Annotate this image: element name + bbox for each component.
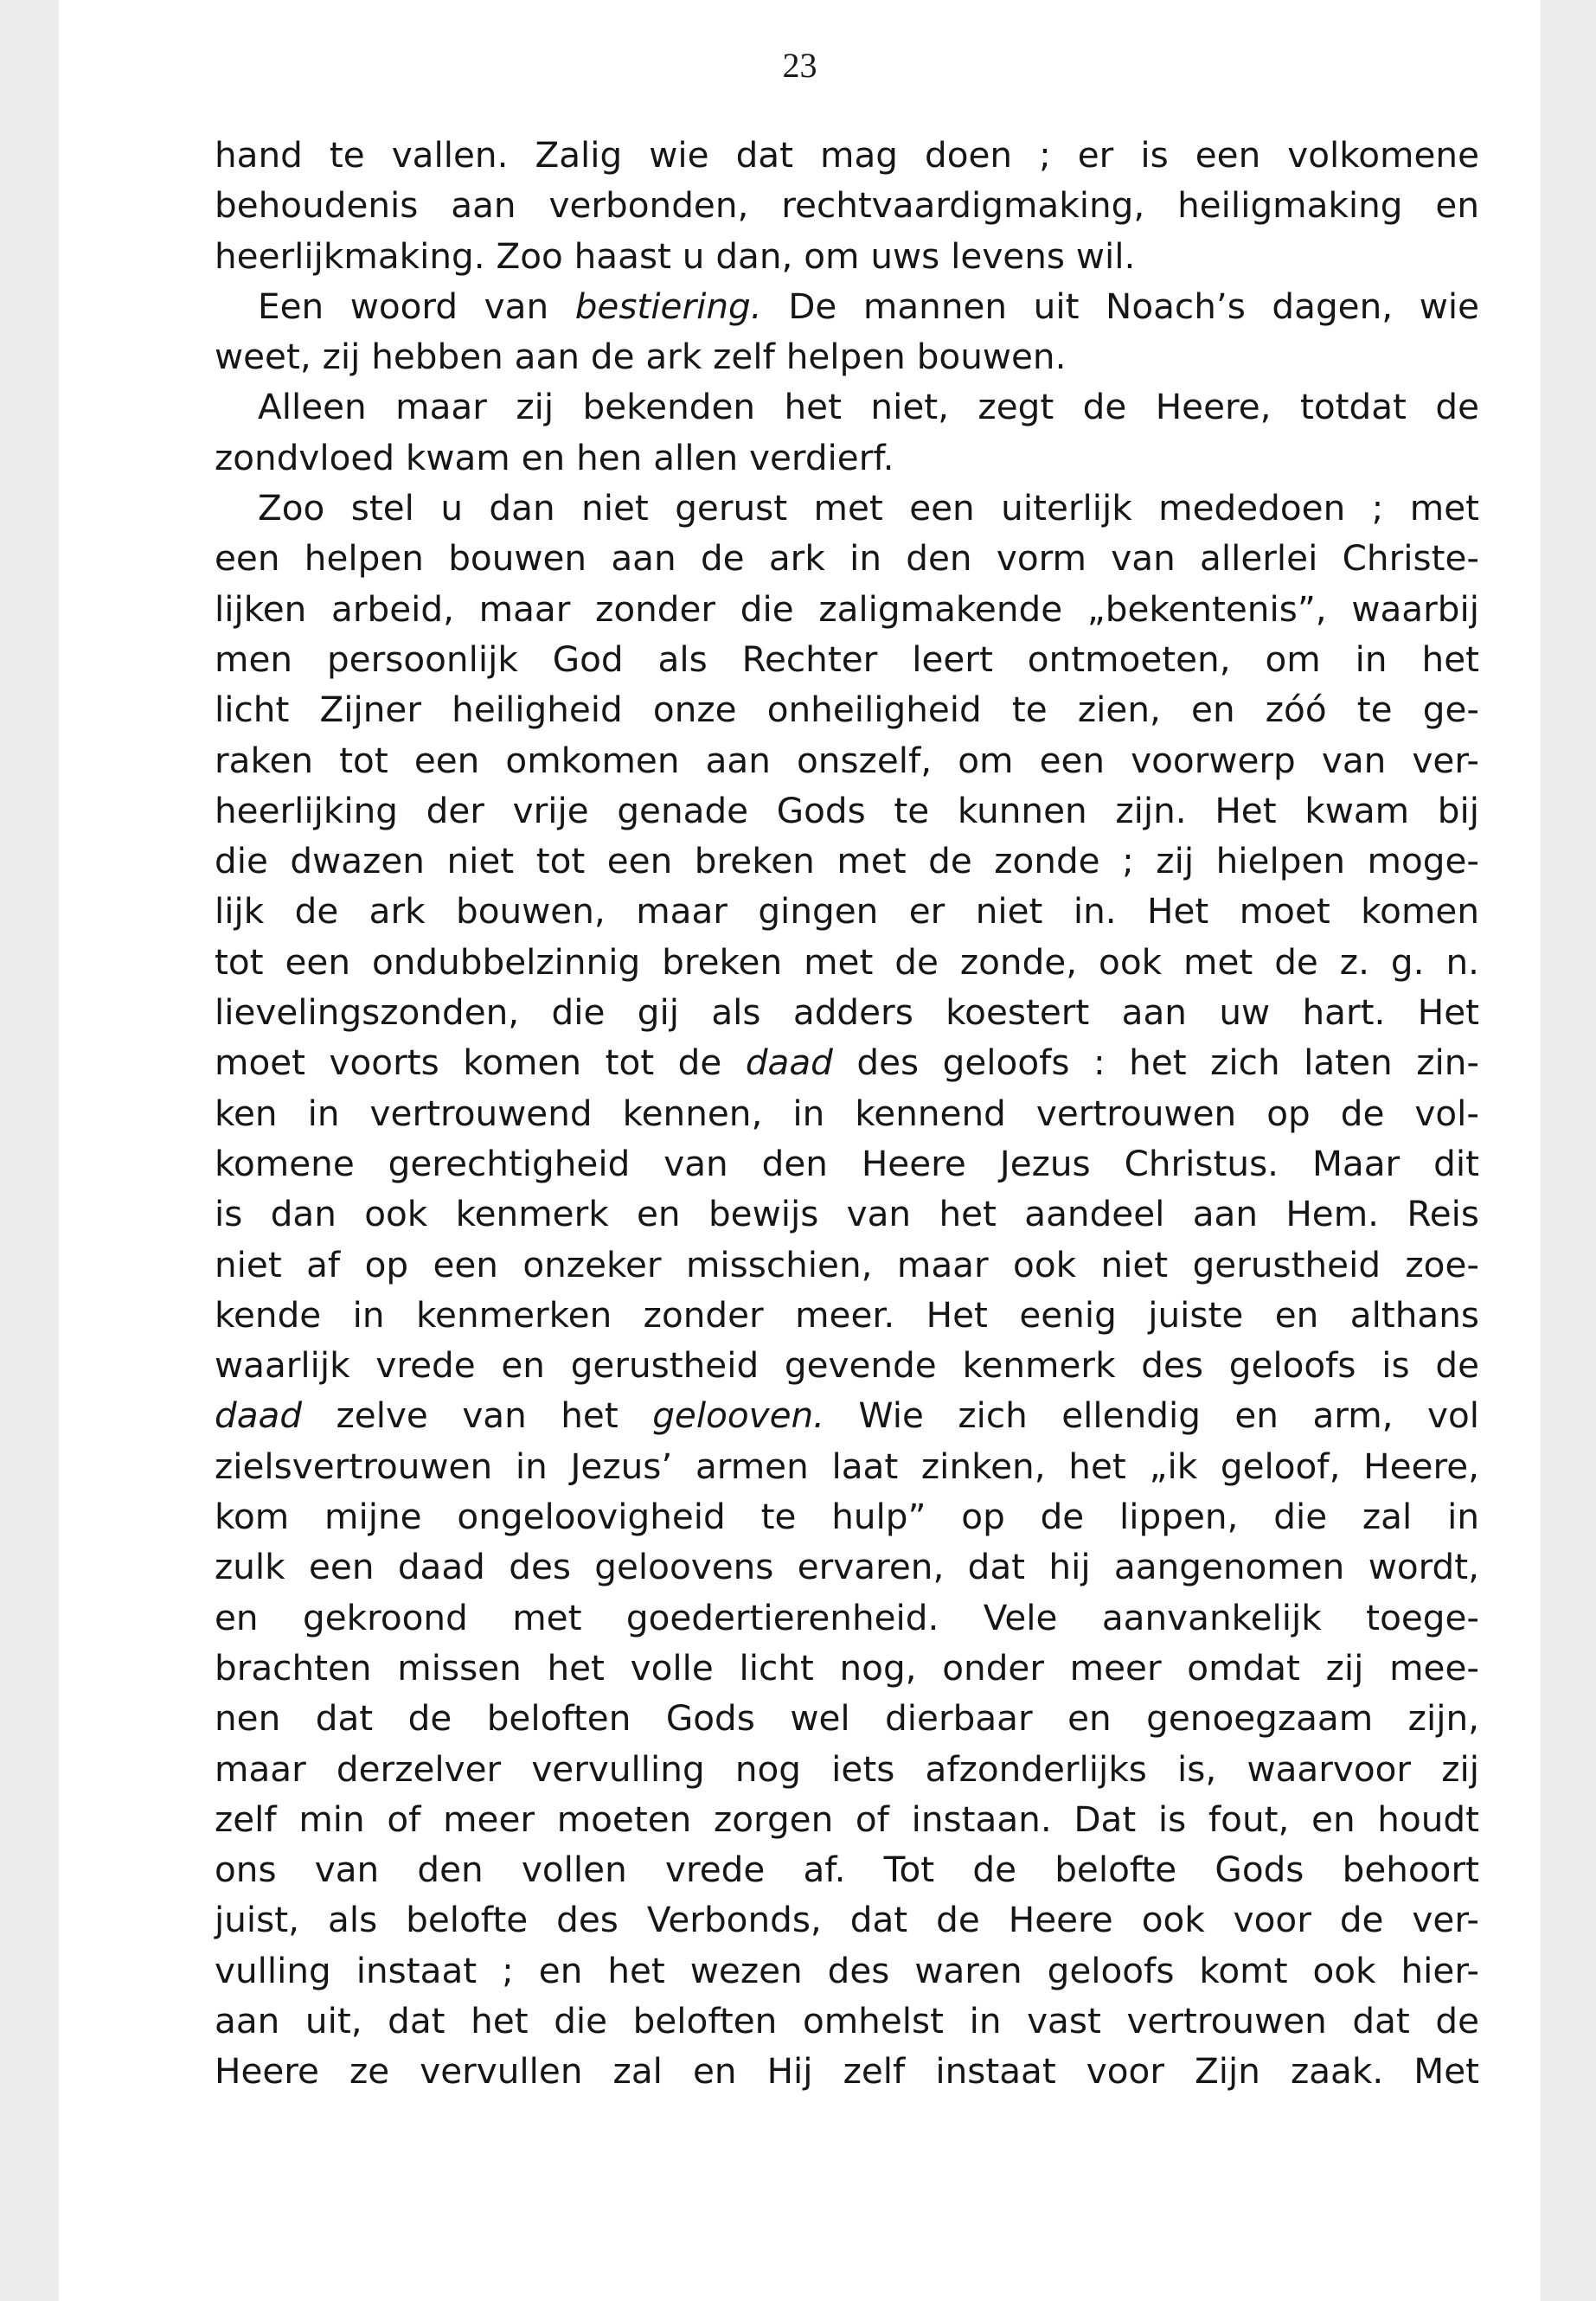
text-line: [215, 433, 1479, 483]
text-line: [215, 1643, 1479, 1693]
text-line: [215, 735, 1479, 785]
text-segment: lijk de ark bouwen, maar gingen er niet in. Het moet komen: [215, 890, 1479, 933]
text-line: [215, 1541, 1479, 1592]
text-line: [215, 1189, 1479, 1239]
text-line: [215, 130, 1479, 180]
body-text: [215, 130, 1479, 2097]
text-line: [215, 1996, 1479, 2046]
text-line: [215, 684, 1479, 734]
text-line: [215, 381, 1479, 432]
text-segment: licht Zijner heiligheid onze onheiligheid te zien, en zóó te ge-: [215, 689, 1479, 731]
text-segment: Een woord van: [258, 285, 575, 327]
text-segment: brachten missen het volle licht nog, onder meer omdat zij mee-: [215, 1646, 1479, 1689]
text-segment: is dan ook kenmerk en bewijs van het aandeel aan Hem. Reis: [215, 1193, 1479, 1235]
text-line: [215, 886, 1479, 936]
text-segment: ons van den vollen vrede af. Tot de belofte Gods behoort: [215, 1849, 1479, 1891]
text-segment: hand te vallen. Zalig wie dat mag doen ; er is een volkomene: [215, 134, 1479, 176]
text-segment: juist, als belofte des Verbonds, dat de Heere ook voor de ver-: [215, 1899, 1479, 1941]
text-line: [215, 1593, 1479, 1643]
text-line: [215, 785, 1479, 836]
text-line: [215, 836, 1479, 886]
text-segment: Wie zich ellendig en arm, vol: [824, 1394, 1479, 1437]
text-segment: aan uit, dat het die beloften omhelst in vast vertrouwen dat de: [215, 1999, 1479, 2041]
text-line: [215, 2046, 1479, 2096]
text-segment: heerlijkmaking. Zoo haast u dan, om uws levens wil.: [215, 234, 1136, 277]
text-line: [215, 987, 1479, 1037]
text-segment: lievelingszonden, die gij als adders koestert aan uw hart. Het: [215, 991, 1479, 1034]
text-segment: kende in kenmerken zonder meer. Het eenig juiste en althans: [215, 1293, 1479, 1336]
text-line: [215, 1794, 1479, 1844]
text-segment: waarlijk vrede en gerustheid gevende kenmerk des geloofs is de: [215, 1344, 1479, 1387]
text-segment: men persoonlijk God als Rechter leert ontmoeten, om in het: [215, 638, 1479, 680]
text-line: [215, 1744, 1479, 1794]
text-segment: heerlijking der vrije genade Gods te kunnen zijn. Het kwam bij: [215, 789, 1479, 831]
text-line: [215, 1844, 1479, 1894]
text-segment: weet, zij hebben aan de ark zelf helpen bouwen.: [215, 336, 1067, 378]
text-segment: een helpen bouwen aan de ark in den vorm van allerlei Christe-: [215, 537, 1479, 580]
text-segment: ken in vertrouwend kennen, in kennend vertrouwen op de vol-: [215, 1092, 1479, 1134]
text-segment: vulling instaat ; en het wezen des waren geloofs komt ook hier-: [215, 1949, 1479, 1991]
text-segment: kom mijne ongeloovigheid te hulp” op de lippen, die zal in: [215, 1496, 1479, 1538]
text-segment: en gekroond met goedertierenheid. Vele aanvankelijk toege-: [215, 1596, 1479, 1638]
text-segment: des geloofs : het zich laten zin-: [832, 1042, 1479, 1084]
italic-text-segment: daad: [745, 1042, 833, 1084]
text-segment: die dwazen niet tot een breken met de zonde ; zij hielpen moge-: [215, 840, 1479, 882]
text-line: [215, 1240, 1479, 1290]
text-line: [215, 584, 1479, 634]
text-segment: raken tot een omkomen aan onszelf, om een voorwerp van ver-: [215, 739, 1479, 781]
text-segment: zelve van het: [302, 1394, 653, 1437]
italic-text-segment: gelooven.: [652, 1394, 825, 1437]
text-line: [215, 1491, 1479, 1541]
text-line: [215, 483, 1479, 533]
page-number: 23: [782, 46, 817, 85]
text-line: [215, 1441, 1479, 1491]
text-line: [215, 1290, 1479, 1340]
text-line: [215, 1945, 1479, 1996]
text-segment: lijken arbeid, maar zonder die zaligmakende „bekentenis”, waarbij: [215, 587, 1479, 630]
text-line: [215, 1037, 1479, 1087]
text-line: [215, 937, 1479, 987]
text-line: [215, 1138, 1479, 1189]
text-segment: komene gerechtigheid van den Heere Jezus Christus. Maar dit: [215, 1142, 1479, 1184]
text-segment: moet voorts komen tot de: [215, 1042, 746, 1084]
text-segment: niet af op een onzeker misschien, maar ook niet gerustheid zoe-: [215, 1243, 1479, 1285]
text-segment: tot een ondubbelzinnig breken met de zonde, ook met de z. g. n.: [215, 940, 1479, 983]
text-line: [215, 1088, 1479, 1138]
text-segment: De mannen uit Noach’s dagen, wie: [761, 285, 1479, 327]
text-line: [215, 180, 1479, 230]
text-line: [215, 634, 1479, 684]
text-segment: behoudenis aan verbonden, rechtvaardigmaking, heiligmaking en: [215, 184, 1479, 227]
text-line: [215, 1894, 1479, 1945]
text-line: [215, 1390, 1479, 1440]
text-segment: zielsvertrouwen in Jezus’ armen laat zinken, het „ik geloof, Heere,: [215, 1445, 1479, 1487]
text-segment: zelf min of meer moeten zorgen of instaan. Dat is fout, en houdt: [215, 1798, 1479, 1840]
text-segment: maar derzelver vervulling nog iets afzonderlijks is, waarvoor zij: [215, 1747, 1479, 1790]
text-line: [215, 231, 1479, 281]
text-segment: Heere ze vervullen zal en Hij zelf instaat voor Zijn zaak. Met: [215, 2050, 1479, 2093]
text-line: [215, 281, 1479, 331]
text-segment: Alleen maar zij bekenden het niet, zegt de Heere, totdat de: [258, 386, 1479, 428]
italic-text-segment: bestiering.: [574, 285, 762, 327]
text-line: [215, 331, 1479, 381]
italic-text-segment: daad: [215, 1394, 303, 1437]
text-line: [215, 1693, 1479, 1743]
text-segment: nen dat de beloften Gods wel dierbaar en genoegzaam zijn,: [215, 1697, 1479, 1740]
book-page: [59, 0, 1541, 2301]
text-line: [215, 1340, 1479, 1390]
text-line: [215, 533, 1479, 583]
text-segment: zulk een daad des geloovens ervaren, dat hij aangenomen wordt,: [215, 1546, 1479, 1588]
text-segment: Zoo stel u dan niet gerust met een uiterlijk mededoen ; met: [258, 487, 1479, 529]
text-segment: zondvloed kwam en hen allen verdierf.: [215, 436, 894, 478]
